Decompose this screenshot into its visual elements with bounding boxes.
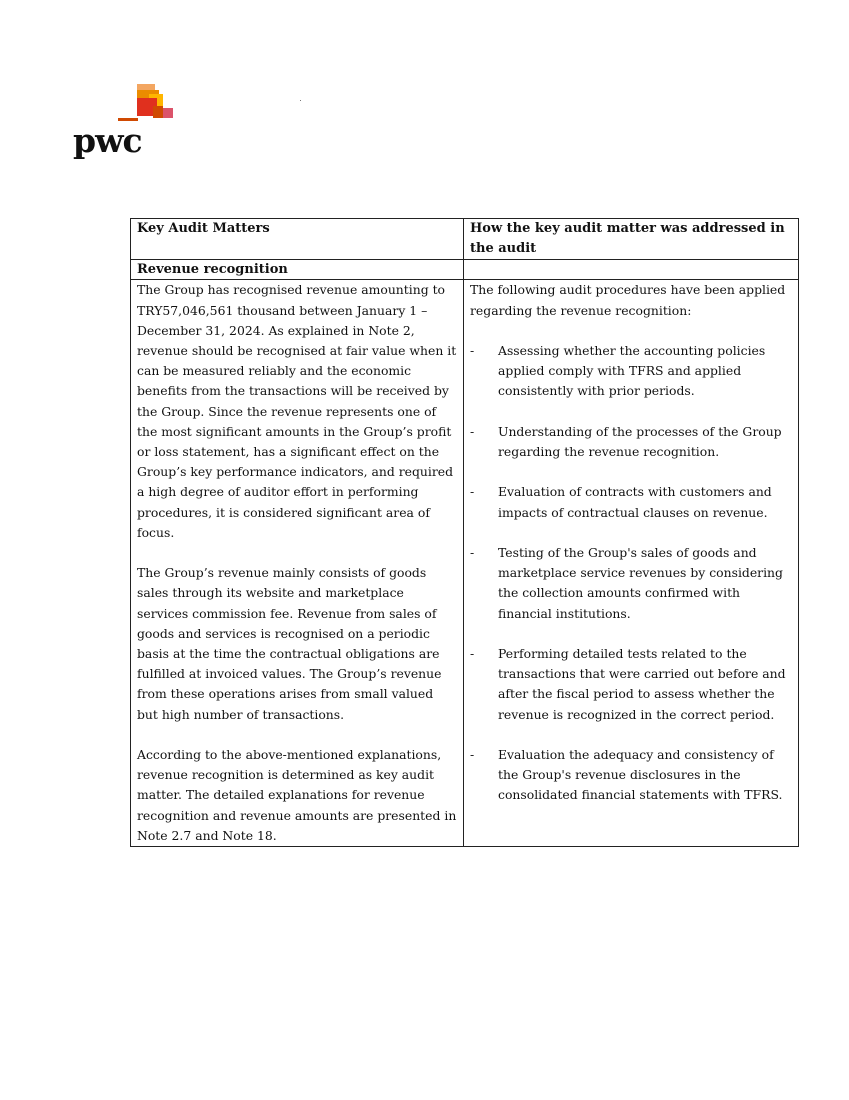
header-key-audit-matters: Key Audit Matters (131, 219, 464, 260)
logo-block (163, 108, 173, 118)
bullet-dash: - (470, 343, 475, 358)
list-item (470, 341, 796, 402)
bullet-dash: - (470, 645, 475, 661)
procedure-text: Understanding of the processes of the Group regarding the revenue recognition. (498, 423, 782, 459)
bullet-dash: - (470, 746, 475, 762)
content-row (131, 280, 799, 847)
matter-paragraph: The Group has recognised revenue amounting to TRY57,046,561 thousand between January 1 – December 31, 2024. As explained in Note 2, revenue should be recognised at fair value when it can be measured reliably and the economic benefits from the transactions will be received by the Group. Since the revenue represents one of the most significant amounts in the Group’s profit or loss statement, has a significant effect on the Group’s key performance indicators, and required a high degree of auditor effort in performing procedures, it is considered significant area of focus. (137, 282, 457, 540)
table-header-row (131, 219, 799, 260)
procedure-text: Assessing whether the accounting policies applied comply with TFRS and applied consistently with prior periods. (498, 343, 766, 399)
list-item (470, 482, 796, 522)
list-item (470, 644, 796, 725)
list-item (470, 422, 796, 462)
stray-dot (300, 100, 301, 101)
list-item (470, 543, 796, 624)
list-item (470, 745, 796, 806)
procedures-intro: The following audit procedures have been applied regarding the revenue recognition: (470, 282, 786, 318)
header-how-addressed: How the key audit matter was addressed in the audit (464, 219, 799, 260)
procedure-text: Testing of the Group's sales of goods and marketplace service revenues by considering the collection amounts confirmed with financial institutions. (498, 544, 783, 621)
matter-paragraph: According to the above-mentioned explanations, revenue recognition is determined as key audit matter. The detailed explanations for revenue recognition and revenue amounts are presented in Note 2.7 and Note 18. (137, 747, 457, 843)
matter-description-cell (131, 280, 464, 847)
procedure-text: Evaluation the adequacy and consistency of the Group's revenue disclosures in the consolidated financial statements with TFRS. (498, 746, 783, 803)
section-title: Revenue recognition (131, 260, 464, 280)
section-row (131, 260, 799, 280)
matter-paragraph: The Group’s revenue mainly consists of goods sales through its website and marketplace services commission fee. Revenue from sales of goods and services is recognised on a periodic basis at the time the contractual obligations are fulfilled at invoiced values. The Group’s revenue from these operations arises from small valued but high number of transactions. (137, 565, 442, 722)
procedure-text: Performing detailed tests related to the transactions that were carried out before and after the fiscal period to assess whether the revenue is recognized in the correct period. (498, 645, 786, 722)
section-empty-cell (464, 260, 799, 280)
pwc-logo (73, 84, 183, 164)
procedure-text: Evaluation of contracts with customers and impacts of contractual clauses on revenue. (498, 484, 772, 520)
logo-block (153, 106, 163, 118)
bullet-dash: - (470, 544, 475, 560)
key-audit-matters-table (130, 218, 799, 847)
bullet-dash: - (470, 484, 475, 500)
audit-procedures-cell (464, 280, 799, 847)
logo-wordmark: pwc (73, 121, 142, 160)
procedures-list (470, 341, 796, 806)
bullet-dash: - (470, 423, 475, 439)
